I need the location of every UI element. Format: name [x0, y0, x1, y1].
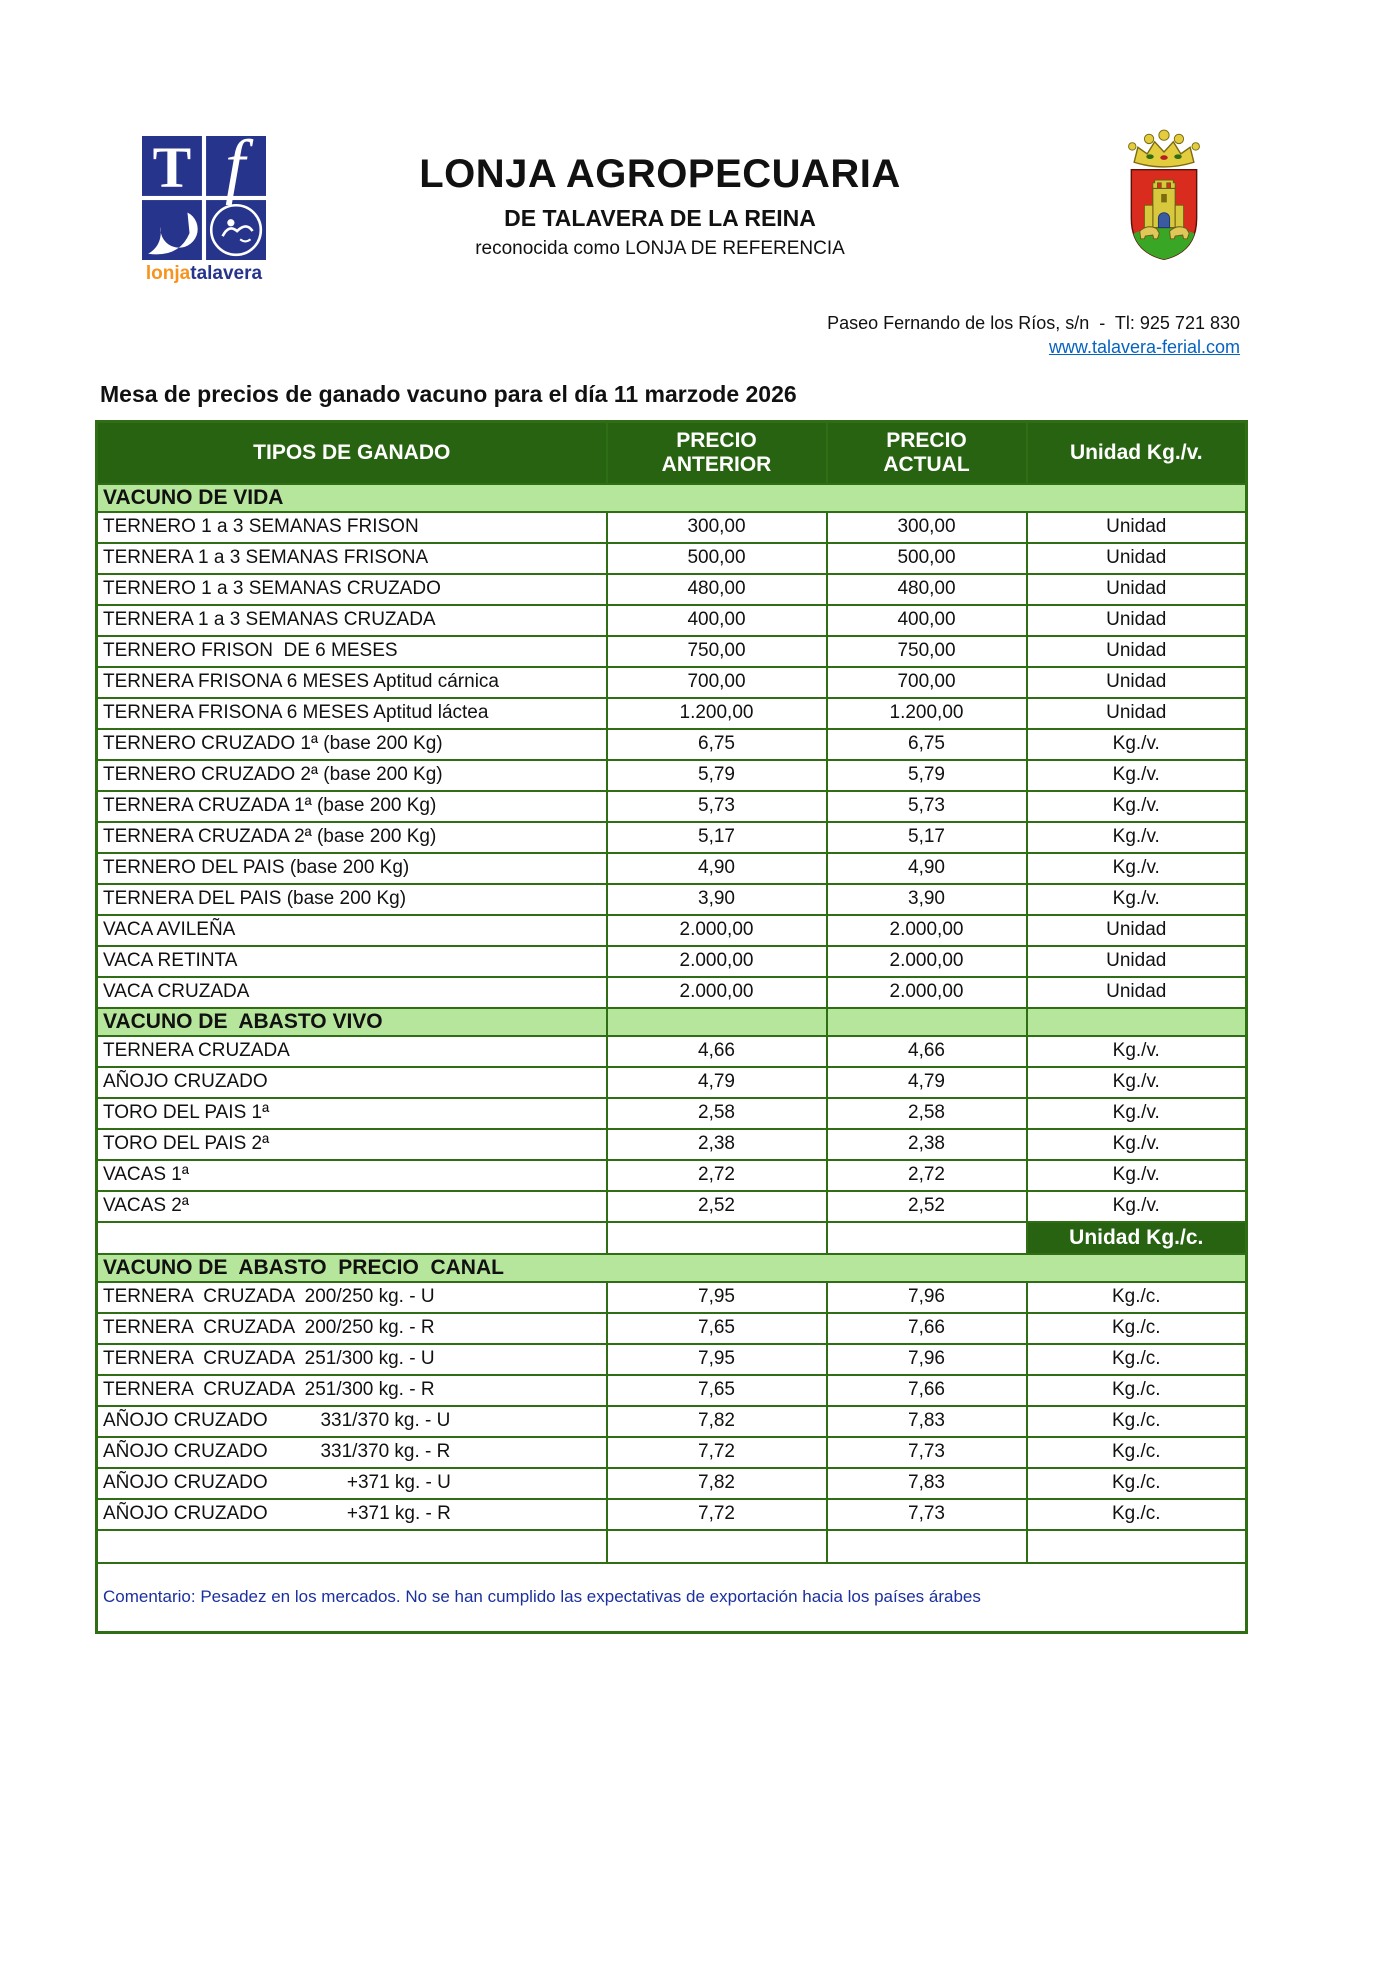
empty-cell — [1027, 1530, 1247, 1563]
unit-canal-header: Unidad Kg./c. — [1027, 1222, 1247, 1254]
table-header-row — [97, 422, 1247, 484]
price-actual-cell: 1.200,00 — [827, 698, 1027, 729]
table-row — [97, 1098, 1247, 1129]
price-anterior-cell: 7,82 — [607, 1406, 827, 1437]
price-actual-cell: 7,96 — [827, 1282, 1027, 1313]
animal-type-cell: TERNERA 1 a 3 SEMANAS CRUZADA — [97, 605, 607, 636]
animal-type-cell: TERNERO DEL PAIS (base 200 Kg) — [97, 853, 607, 884]
table-row — [97, 1191, 1247, 1222]
animal-type-cell: TERNERA CRUZADA 200/250 kg. - R — [97, 1313, 607, 1344]
animal-type-cell: TERNERO CRUZADO 2ª (base 200 Kg) — [97, 760, 607, 791]
animal-type-cell: VACA CRUZADA — [97, 977, 607, 1008]
animal-type-cell: TERNERA FRISONA 6 MESES Aptitud cárnica — [97, 667, 607, 698]
empty-row — [97, 1530, 1247, 1563]
table-row — [97, 884, 1247, 915]
table-row — [97, 1406, 1247, 1437]
unit-cell: Kg./v. — [1027, 822, 1247, 853]
table-row — [97, 791, 1247, 822]
price-anterior-cell: 2,72 — [607, 1160, 827, 1191]
price-actual-cell: 2,52 — [827, 1191, 1027, 1222]
price-anterior-cell: 7,95 — [607, 1282, 827, 1313]
price-actual-cell: 400,00 — [827, 605, 1027, 636]
price-anterior-cell: 2,58 — [607, 1098, 827, 1129]
table-row — [97, 1313, 1247, 1344]
animal-type-cell: TERNERO CRUZADO 1ª (base 200 Kg) — [97, 729, 607, 760]
unit-cell: Unidad — [1027, 512, 1247, 543]
table-row — [97, 1282, 1247, 1313]
col-header-precio-anterior: PRECIO ANTERIOR — [607, 422, 827, 484]
price-anterior-cell: 5,79 — [607, 760, 827, 791]
table-row — [97, 1344, 1247, 1375]
price-anterior-cell: 7,65 — [607, 1375, 827, 1406]
section-title: VACUNO DE ABASTO VIVO — [97, 1008, 607, 1036]
lonja-talavera-logo — [138, 136, 270, 285]
unit-cell: Kg./v. — [1027, 1191, 1247, 1222]
price-actual-cell: 7,73 — [827, 1437, 1027, 1468]
org-subtitle: DE TALAVERA DE LA REINA — [504, 205, 816, 231]
empty-cell — [97, 1222, 607, 1254]
price-actual-cell: 2.000,00 — [827, 946, 1027, 977]
table-row — [97, 667, 1247, 698]
table-row — [97, 1468, 1247, 1499]
section-title: VACUNO DE VIDA — [97, 484, 1247, 512]
animal-type-cell: TERNERO 1 a 3 SEMANAS FRISON — [97, 512, 607, 543]
price-anterior-cell: 7,82 — [607, 1468, 827, 1499]
website-link[interactable]: www.talavera-ferial.com — [1048, 337, 1240, 357]
animal-type-cell: TERNERA CRUZADA 1ª (base 200 Kg) — [97, 791, 607, 822]
price-actual-cell: 6,75 — [827, 729, 1027, 760]
price-anterior-cell: 700,00 — [607, 667, 827, 698]
price-actual-cell: 480,00 — [827, 574, 1027, 605]
animal-type-cell: VACA AVILEÑA — [97, 915, 607, 946]
crest-crown — [1129, 130, 1200, 167]
price-anterior-cell: 4,66 — [607, 1036, 827, 1067]
unit-cell: Kg./v. — [1027, 1160, 1247, 1191]
unit-cell: Kg./v. — [1027, 1098, 1247, 1129]
animal-type-cell: VACAS 2ª — [97, 1191, 607, 1222]
price-actual-cell: 7,96 — [827, 1344, 1027, 1375]
animal-type-cell: TERNERA CRUZADA — [97, 1036, 607, 1067]
animal-type-cell: TERNERO FRISON DE 6 MESES — [97, 636, 607, 667]
animal-type-cell: TERNERA FRISONA 6 MESES Aptitud láctea — [97, 698, 607, 729]
price-actual-cell: 4,66 — [827, 1036, 1027, 1067]
price-anterior-cell: 300,00 — [607, 512, 827, 543]
price-anterior-cell: 6,75 — [607, 729, 827, 760]
price-actual-cell: 4,90 — [827, 853, 1027, 884]
price-anterior-cell: 3,90 — [607, 884, 827, 915]
address-line: Paseo Fernando de los Ríos, s/n - Tl: 925 721 830 — [827, 313, 1240, 333]
price-actual-cell: 5,79 — [827, 760, 1027, 791]
price-actual-cell: 2.000,00 — [827, 977, 1027, 1008]
price-anterior-cell: 2,38 — [607, 1129, 827, 1160]
section-empty-cell — [1027, 1008, 1247, 1036]
col-header-unidad: Unidad Kg./v. — [1027, 422, 1247, 484]
table-row — [97, 1129, 1247, 1160]
section-empty-cell — [827, 1008, 1027, 1036]
section-row — [97, 484, 1247, 512]
table-row — [97, 1499, 1247, 1530]
logo-wordmark — [138, 263, 270, 285]
table-row — [97, 636, 1247, 667]
animal-type-cell: TERNERA 1 a 3 SEMANAS FRISONA — [97, 543, 607, 574]
price-anterior-cell: 2.000,00 — [607, 946, 827, 977]
unit-cell: Kg./v. — [1027, 1036, 1247, 1067]
page-title: Mesa de precios de ganado vacuno para el día 11 marzode 2026 — [100, 381, 797, 407]
price-actual-cell: 2,72 — [827, 1160, 1027, 1191]
table-row — [97, 977, 1247, 1008]
empty-cell — [607, 1222, 827, 1254]
price-table — [95, 420, 1248, 1634]
price-actual-cell: 7,66 — [827, 1313, 1027, 1344]
animal-type-cell: TERNERA CRUZADA 200/250 kg. - U — [97, 1282, 607, 1313]
unit-cell: Unidad — [1027, 977, 1247, 1008]
animal-type-cell: TERNERA CRUZADA 2ª (base 200 Kg) — [97, 822, 607, 853]
unit-cell: Kg./v. — [1027, 729, 1247, 760]
unit-cell: Kg./c. — [1027, 1282, 1247, 1313]
price-actual-cell: 750,00 — [827, 636, 1027, 667]
animal-type-cell: AÑOJO CRUZADO +371 kg. - R — [97, 1499, 607, 1530]
table-row — [97, 1375, 1247, 1406]
unit-cell: Kg./c. — [1027, 1468, 1247, 1499]
animal-type-cell: TERNERA CRUZADA 251/300 kg. - U — [97, 1344, 607, 1375]
price-actual-cell: 300,00 — [827, 512, 1027, 543]
logo-letter-f: f — [224, 136, 246, 206]
unit-cell: Kg./c. — [1027, 1499, 1247, 1530]
org-title: LONJA AGROPECUARIA — [419, 152, 901, 196]
unit-cell: Kg./c. — [1027, 1406, 1247, 1437]
unit-cell: Kg./c. — [1027, 1344, 1247, 1375]
unit-cell: Kg./c. — [1027, 1437, 1247, 1468]
empty-cell — [827, 1530, 1027, 1563]
unit-cell: Unidad — [1027, 605, 1247, 636]
animal-type-cell: TORO DEL PAIS 2ª — [97, 1129, 607, 1160]
price-anterior-cell: 7,65 — [607, 1313, 827, 1344]
logo-wordmark-talavera: talavera — [190, 263, 263, 284]
price-actual-cell: 500,00 — [827, 543, 1027, 574]
empty-cell — [97, 1530, 607, 1563]
table-row — [97, 729, 1247, 760]
table-row — [97, 512, 1247, 543]
unit-cell: Unidad — [1027, 946, 1247, 977]
table-row — [97, 1160, 1247, 1191]
unit-cell: Kg./v. — [1027, 884, 1247, 915]
table-row — [97, 605, 1247, 636]
animal-type-cell: VACAS 1ª — [97, 1160, 607, 1191]
section-title: VACUNO DE ABASTO PRECIO CANAL — [97, 1254, 1247, 1282]
animal-type-cell: VACA RETINTA — [97, 946, 607, 977]
price-actual-cell: 3,90 — [827, 884, 1027, 915]
animal-type-cell: TERNERO 1 a 3 SEMANAS CRUZADO — [97, 574, 607, 605]
price-actual-cell: 7,83 — [827, 1468, 1027, 1499]
unit-cell: Kg./v. — [1027, 791, 1247, 822]
talavera-coat-of-arms-icon — [1108, 118, 1220, 270]
unit-cell: Kg./c. — [1027, 1313, 1247, 1344]
animal-type-cell: TORO DEL PAIS 1ª — [97, 1098, 607, 1129]
price-anterior-cell: 500,00 — [607, 543, 827, 574]
price-anterior-cell: 750,00 — [607, 636, 827, 667]
logo-letter-t: T — [152, 136, 192, 200]
price-anterior-cell: 2.000,00 — [607, 915, 827, 946]
unit-cell: Kg./v. — [1027, 1129, 1247, 1160]
table-row — [97, 1067, 1247, 1098]
price-anterior-cell: 7,95 — [607, 1344, 827, 1375]
section-row — [97, 1254, 1247, 1282]
unit-cell: Kg./v. — [1027, 1067, 1247, 1098]
org-tagline: reconocida como LONJA DE REFERENCIA — [475, 238, 845, 259]
table-row — [97, 1036, 1247, 1067]
price-actual-cell: 4,79 — [827, 1067, 1027, 1098]
unit-cell: Kg./v. — [1027, 853, 1247, 884]
table-row — [97, 822, 1247, 853]
animal-type-cell: AÑOJO CRUZADO 331/370 kg. - U — [97, 1406, 607, 1437]
price-anterior-cell: 7,72 — [607, 1499, 827, 1530]
unit-cell: Kg./c. — [1027, 1375, 1247, 1406]
animal-type-cell: TERNERA DEL PAIS (base 200 Kg) — [97, 884, 607, 915]
price-actual-cell: 7,83 — [827, 1406, 1027, 1437]
logo-wordmark-lonja: lonja — [145, 263, 191, 284]
comment-text: Comentario: Pesadez en los mercados. No se han cumplido las expectativas de exportación hacia los países árabes — [97, 1563, 1247, 1633]
table-row — [97, 698, 1247, 729]
table-row — [97, 543, 1247, 574]
unit-cell: Unidad — [1027, 698, 1247, 729]
table-row — [97, 1437, 1247, 1468]
section-empty-cell — [607, 1008, 827, 1036]
unit-cell: Unidad — [1027, 667, 1247, 698]
animal-type-cell: AÑOJO CRUZADO — [97, 1067, 607, 1098]
section-row — [97, 1008, 1247, 1036]
unit-cell: Kg./v. — [1027, 760, 1247, 791]
table-row — [97, 946, 1247, 977]
table-row — [97, 853, 1247, 884]
price-anterior-cell: 1.200,00 — [607, 698, 827, 729]
price-actual-cell: 2,38 — [827, 1129, 1027, 1160]
price-actual-cell: 5,73 — [827, 791, 1027, 822]
price-actual-cell: 5,17 — [827, 822, 1027, 853]
empty-cell — [607, 1530, 827, 1563]
price-anterior-cell: 5,73 — [607, 791, 827, 822]
price-actual-cell: 7,66 — [827, 1375, 1027, 1406]
empty-cell — [827, 1222, 1027, 1254]
animal-type-cell: AÑOJO CRUZADO 331/370 kg. - R — [97, 1437, 607, 1468]
unit-cell: Unidad — [1027, 636, 1247, 667]
price-anterior-cell: 480,00 — [607, 574, 827, 605]
col-header-tipos-de-ganado: TIPOS DE GANADO — [97, 422, 607, 484]
col-header-precio-actual: PRECIO ACTUAL — [827, 422, 1027, 484]
price-anterior-cell: 5,17 — [607, 822, 827, 853]
animal-type-cell: TERNERA CRUZADA 251/300 kg. - R — [97, 1375, 607, 1406]
price-anterior-cell: 7,72 — [607, 1437, 827, 1468]
unit-cell: Unidad — [1027, 574, 1247, 605]
table-row — [97, 760, 1247, 791]
price-actual-cell: 700,00 — [827, 667, 1027, 698]
price-actual-cell: 2.000,00 — [827, 915, 1027, 946]
price-anterior-cell: 400,00 — [607, 605, 827, 636]
price-anterior-cell: 2,52 — [607, 1191, 827, 1222]
unit-cell: Unidad — [1027, 915, 1247, 946]
comment-row — [97, 1563, 1247, 1633]
price-anterior-cell: 2.000,00 — [607, 977, 827, 1008]
org-header — [320, 152, 1000, 260]
table-row — [97, 915, 1247, 946]
unit-canal-row — [97, 1222, 1247, 1254]
price-actual-cell: 2,58 — [827, 1098, 1027, 1129]
animal-type-cell: AÑOJO CRUZADO +371 kg. - U — [97, 1468, 607, 1499]
unit-cell: Unidad — [1027, 543, 1247, 574]
price-actual-cell: 7,73 — [827, 1499, 1027, 1530]
price-anterior-cell: 4,90 — [607, 853, 827, 884]
crest-shield — [1127, 170, 1202, 269]
table-row — [97, 574, 1247, 605]
price-anterior-cell: 4,79 — [607, 1067, 827, 1098]
tf-logo-icon — [140, 136, 268, 260]
